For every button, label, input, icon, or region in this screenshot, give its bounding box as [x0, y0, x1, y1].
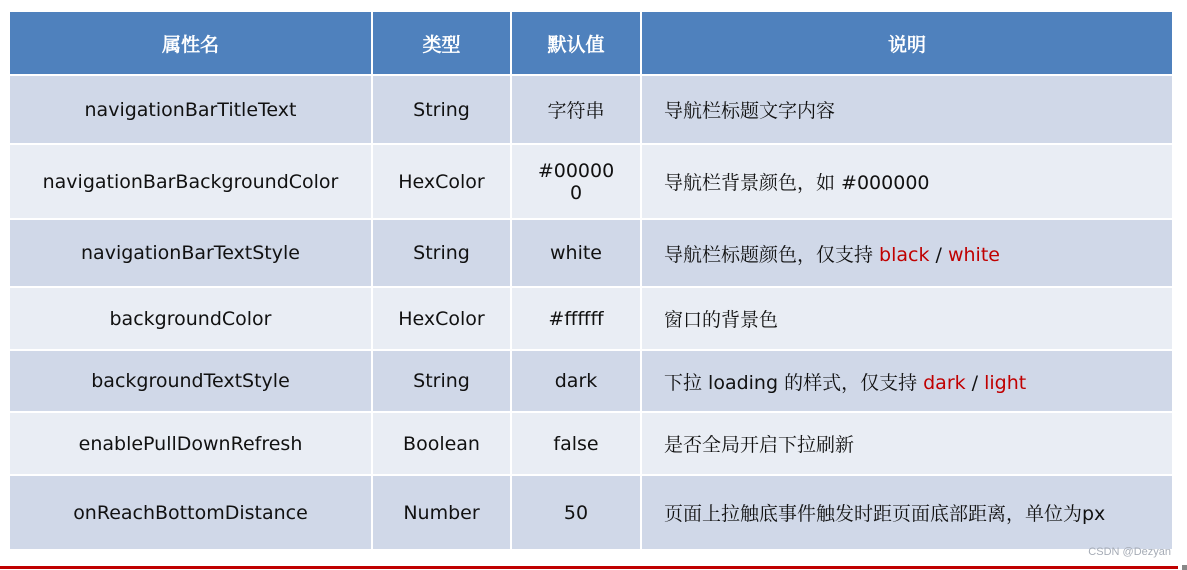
- type-cell: String: [373, 351, 512, 413]
- table-row: [10, 220, 1172, 288]
- description-text: 导航栏标题文字内容: [664, 100, 836, 122]
- description-text: 窗口的背景色: [664, 309, 779, 331]
- table-row: [10, 476, 1172, 551]
- description-text: /: [965, 371, 985, 394]
- type-cell: String: [373, 76, 512, 145]
- description-text: /: [929, 243, 948, 266]
- default-value-cell: #000000: [512, 145, 642, 220]
- table-row: [10, 413, 1172, 476]
- header-property-name: 属性名: [10, 12, 373, 76]
- table-header-row: [10, 12, 1172, 76]
- properties-table: [10, 12, 1172, 551]
- type-cell: Boolean: [373, 413, 512, 476]
- highlighted-value: black: [879, 243, 930, 266]
- default-value-cell: dark: [512, 351, 642, 413]
- default-value-cell: white: [512, 220, 642, 288]
- property-name-cell: navigationBarTitleText: [10, 76, 373, 145]
- highlighted-value: light: [984, 371, 1027, 394]
- property-name-cell: navigationBarBackgroundColor: [10, 145, 373, 220]
- description-cell: [642, 476, 1172, 551]
- header-default: 默认值: [512, 12, 642, 76]
- description-text: 是否全局开启下拉刷新: [664, 434, 855, 456]
- property-name-cell: onReachBottomDistance: [10, 476, 373, 551]
- type-cell: HexColor: [373, 145, 512, 220]
- property-name-cell: backgroundColor: [10, 288, 373, 351]
- divider-line: [0, 566, 1178, 569]
- description-cell: [642, 76, 1172, 145]
- corner-mark: [1182, 565, 1187, 570]
- description-text: 导航栏标题颜色，仅支持: [664, 243, 880, 266]
- type-cell: String: [373, 220, 512, 288]
- property-name-cell: backgroundTextStyle: [10, 351, 373, 413]
- default-value-cell: false: [512, 413, 642, 476]
- description-cell: [642, 220, 1172, 288]
- description-text: 导航栏背景颜色，如 #000000: [664, 172, 930, 194]
- default-value-cell: 50: [512, 476, 642, 551]
- table-row: [10, 145, 1172, 220]
- description-cell: [642, 413, 1172, 476]
- table-row: [10, 288, 1172, 351]
- header-description: 说明: [642, 12, 1172, 76]
- default-value-cell: #ffffff: [512, 288, 642, 351]
- default-value-cell: 字符串: [512, 76, 642, 145]
- description-text: 下拉 loading 的样式，仅支持: [664, 371, 924, 394]
- description-cell: [642, 145, 1172, 220]
- table-row: [10, 351, 1172, 413]
- description-text: 页面上拉触底事件触发时距页面底部距离，单位为px: [664, 503, 1106, 525]
- highlighted-value: dark: [923, 371, 966, 394]
- highlighted-value: white: [947, 243, 1000, 266]
- type-cell: HexColor: [373, 288, 512, 351]
- watermark: CSDN @Dezyan: [1088, 546, 1171, 558]
- property-name-cell: navigationBarTextStyle: [10, 220, 373, 288]
- type-cell: Number: [373, 476, 512, 551]
- header-type: 类型: [373, 12, 512, 76]
- description-cell: [642, 351, 1172, 413]
- description-cell: [642, 288, 1172, 351]
- property-name-cell: enablePullDownRefresh: [10, 413, 373, 476]
- table-row: [10, 76, 1172, 145]
